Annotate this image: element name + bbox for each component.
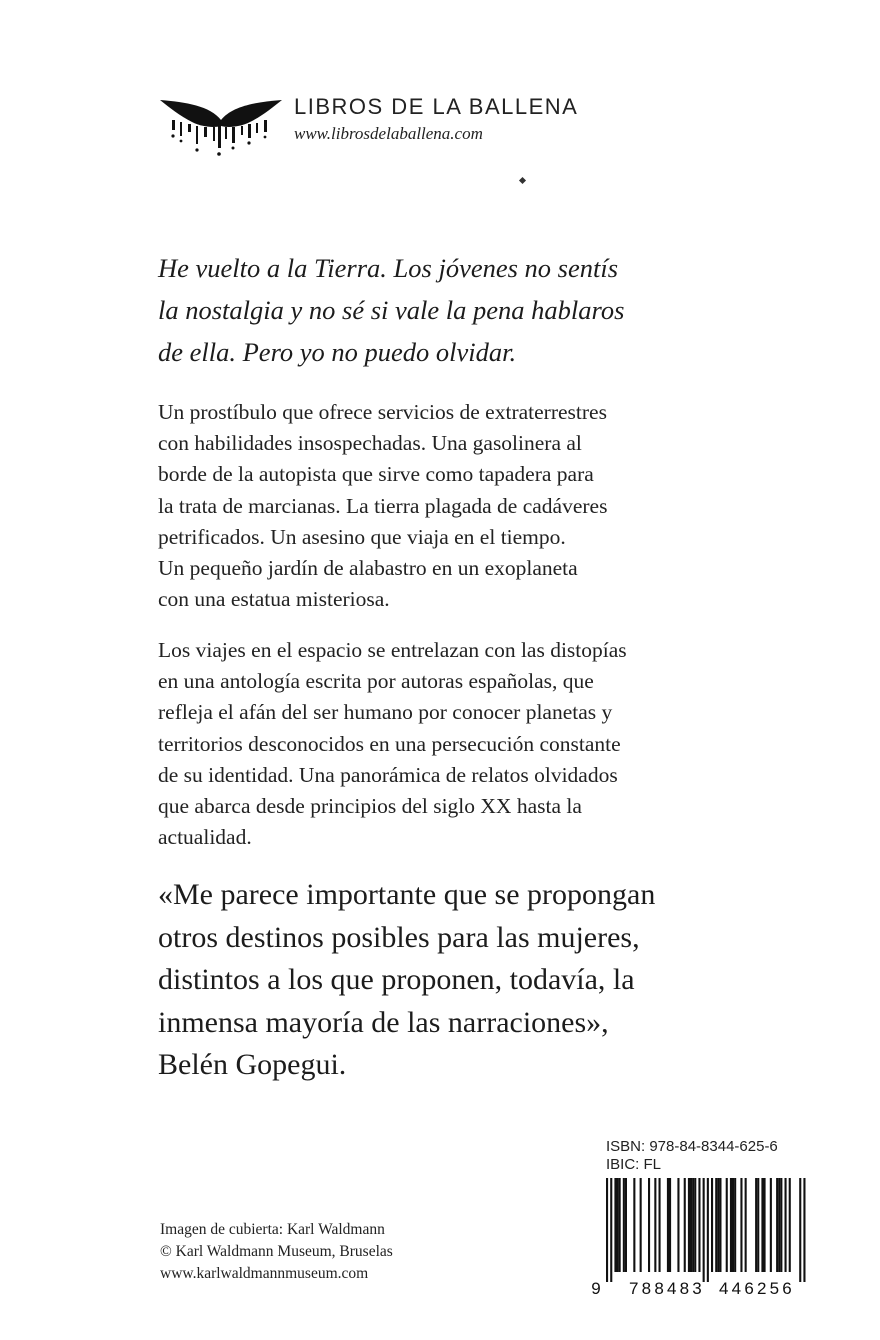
author-quote [158,874,778,1087]
barcode-bar [698,1178,700,1272]
barcode-digits-left: 788483 [629,1279,705,1298]
publisher-name: LIBROS DE LA BALLENA [294,94,579,119]
barcode-bar [633,1178,635,1272]
quote-line: inmensa mayoría de las narraciones», [158,1005,609,1039]
barcode-bar [623,1178,625,1272]
barcode-bar [776,1178,778,1272]
barcode-bar [732,1178,734,1272]
publisher-header [158,94,658,164]
barcode-bar [610,1178,612,1282]
barcode-bar [755,1178,757,1272]
epigraph [158,247,758,373]
barcode-bar [654,1178,656,1272]
whale-tail-logo-icon [158,96,284,158]
barcode-bar [617,1178,619,1272]
credit-line: www.karlwaldmannmuseum.com [160,1265,369,1282]
epigraph-line: la nostalgia y no sé si vale la pena hablaros [158,295,625,325]
paragraph-line: la trata de marcianas. La tierra plagada de cadáveres [158,493,608,518]
barcode-bar [659,1178,661,1272]
barcode-bar [703,1178,705,1282]
barcode-bar [726,1178,728,1272]
paragraph-line: borde de la autopista que sirve como tapadera para [158,462,594,487]
barcode-bar [692,1178,694,1272]
quote-line: «Me parece importante que se propongan [158,878,656,911]
paragraph-line: territorios desconocidos en una persecución constante [158,731,621,756]
barcode-bar [757,1178,759,1272]
quote-line: distintos a los que proponen, todavía, la [158,963,635,997]
paragraph-line: petrificados. Un asesino que viaja en el tiempo. [158,524,566,549]
barcode-bar [640,1178,642,1272]
paragraph-line: Un prostíbulo que ofrece servicios de extraterrestres [158,400,607,424]
barcode-bar [803,1178,805,1282]
barcode-bar [648,1178,650,1272]
ibic-label: IBIC: FL [606,1156,662,1173]
paragraph-line: Los viajes en el espacio se entrelazan con las distopías [158,638,627,662]
paragraph-line: refleja el afán del ser humano por conocer planetas y [158,700,613,725]
barcode-bar [740,1178,742,1272]
epigraph-line: de ella. Pero yo no puedo olvidar. [158,337,517,367]
barcode-bar [669,1178,671,1272]
barcode-bar [717,1178,719,1272]
synopsis-paragraph-2 [158,635,758,853]
barcode-bar [778,1178,780,1272]
credit-line: Imagen de cubierta: Karl Waldmann [160,1221,385,1238]
barcode-bar [719,1178,721,1272]
barcode-bar [614,1178,616,1272]
paragraph-line: Un pequeño jardín de alabastro en un exoplaneta [158,556,578,581]
paragraph-line: en una antología escrita por autoras españolas, que [158,669,594,694]
divider-dot [519,177,526,184]
barcode-bar [785,1178,787,1272]
image-credits [160,1219,540,1285]
barcode-bar [606,1178,608,1282]
barcode-bar [734,1178,736,1272]
barcode-bar [761,1178,763,1272]
barcode-bar [677,1178,679,1272]
barcode-bar [770,1178,772,1272]
paragraph-line: actualidad. [158,825,252,850]
paragraph-line: de su identidad. Una panorámica de relatos olvidados [158,762,618,787]
quote-line: Belén Gopegui. [158,1048,347,1082]
barcode-bar [688,1178,690,1272]
ean13-barcode-icon [590,1176,820,1298]
barcode-block [590,1138,820,1298]
barcode-bar [730,1178,732,1272]
barcode-bar [764,1178,766,1272]
barcode-bar [780,1178,782,1272]
barcode-bar [694,1178,696,1272]
paragraph-line: que abarca desde principios del siglo XX hasta la [158,794,582,819]
barcode-bar [715,1178,717,1272]
isbn-label: ISBN: 978-84-8344-625-6 [606,1138,778,1155]
paragraph-line: con habilidades insospechadas. Una gasolinera al [158,431,582,456]
barcode-bar [684,1178,686,1272]
barcode-bar [789,1178,791,1272]
barcode-digit-first: 9 [591,1279,601,1298]
barcode-bar [625,1178,627,1272]
barcode-bar [745,1178,747,1272]
barcode-bar [711,1178,713,1272]
synopsis-paragraph-1 [158,397,758,615]
barcode-bar [799,1178,801,1282]
barcode-bar [619,1178,621,1272]
quote-line: otros destinos posibles para las mujeres, [158,920,640,954]
barcode-bar [667,1178,669,1272]
publisher-url: www.librosdelaballena.com [294,124,483,143]
epigraph-line: He vuelto a la Tierra. Los jóvenes no sentís [158,253,619,283]
barcode-digits-right: 446256 [719,1279,795,1298]
paragraph-line: con una estatua misteriosa. [158,587,390,612]
barcode-bar [707,1178,709,1282]
barcode-bar [690,1178,692,1272]
credit-line: © Karl Waldmann Museum, Bruselas [160,1243,393,1260]
